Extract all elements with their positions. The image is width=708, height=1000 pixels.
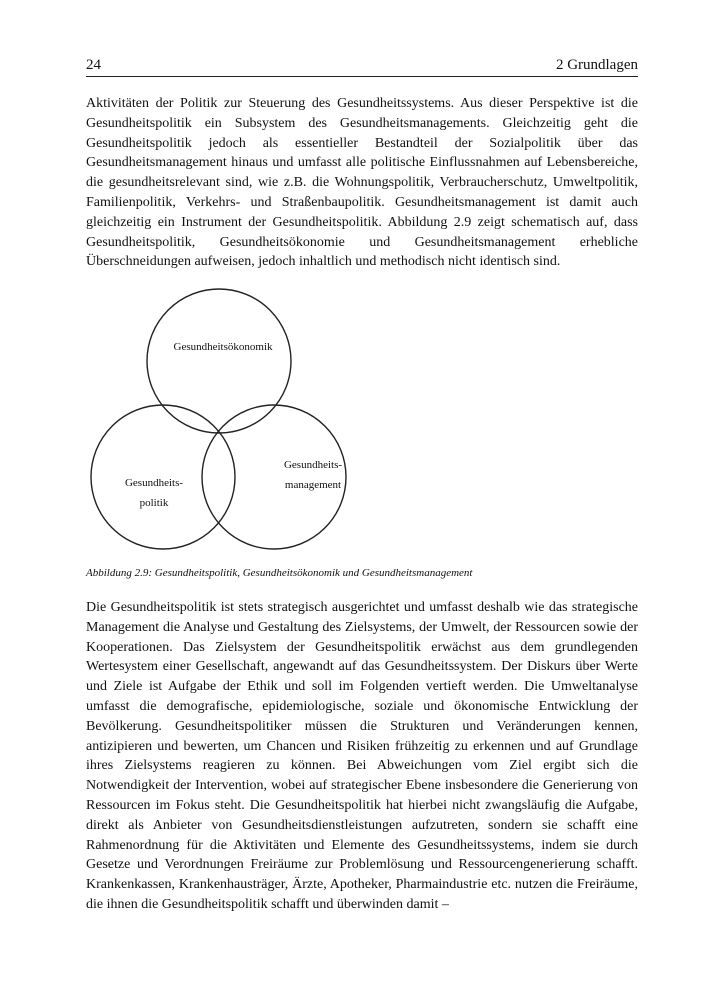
venn-circle-top [147, 289, 291, 433]
running-header [86, 56, 638, 74]
chapter-title: 2 Grundlagen [555, 57, 638, 73]
venn-label-gesundheitsmanagement-line1: Gesundheits- [283, 459, 343, 471]
page-number: 24 [86, 57, 101, 73]
body-paragraph-2: Die Gesundheitspolitik ist stets strategisch ausgerichtet und umfasst deshalb wie das strategische Management die Analyse und Gestaltung des Zielsystems, der Umwelt, der Ressourcen sowie der Kooperationen. Das Zielsystem der Gesundheitspolitik erwächst aus dem grundlegenden Wertesystem einer Gesellschaft, angewandt auf das Gesundheitssystem. Der Diskurs über Werte und Ziele ist Aufgabe der Ethik und soll im Folgenden vertieft werden. Die Umweltanalyse umfasst die demografische, epidemiologische, soziale und ökonomische Entwicklung der Bevölkerung. Gesundheitspolitiker müssen die Strukturen und Veränderungen kennen, antizipieren und bewerten, um Chancen und Risiken frühzeitig zu erkennen und auf Grundlage ihres Zielsystems reagieren zu können. Bei Abweichungen vom Ziel ergibt sich die Notwendigkeit der Intervention, wobei auf strategischer Ebene insbesondere die Generierung von Ressourcen im Fokus steht. Die Gesundheitspolitik hat hierbei nicht zwangsläufig die Aufgabe, direkt als Anbieter von Gesundheitsdienstleistungen aufzutreten, sondern sie schafft eine Rahmenordnung für die Aktivitäten und Elemente des Gesundheitssystems, indem sie durch Gesetze und Verordnungen Freiräume zur Problemlösung und Ressourcengenerierung schafft. Krankenkassen, Krankenhausträger, Ärzte, Apotheker, Pharmaindustrie etc. nutzen die Freiräume, die ihnen die Gesundheitspolitik schafft und überwinden damit – [86, 600, 638, 912]
venn-circle-right [202, 405, 346, 549]
venn-diagram [86, 282, 386, 562]
body-paragraph-1: Aktivitäten der Politik zur Steuerung des Gesundheitssystems. Aus dieser Perspektive ist die Gesundheitspolitik ein Subsystem des Gesundheitsmanagements. Gleichzeitig geht die Gesundheitspolitik jedoch als essentieller Bestandteil der Sozialpolitik über das Gesundheitsmanagement hinaus und umfasst alle politische Einflussnahmen auf Lebensbereiche, die gesundheitsrelevant sind, wie z.B. die Wohnungspolitik, Verbraucherschutz, Umweltpolitik, Familienpolitik, Verkehrs- und Straßenbaupolitik. Gesundheitsmanagement ist damit auch gleichzeitig ein Instrument der Gesundheitspolitik. Abbildung 2.9 zeigt schematisch auf, dass Gesundheitspolitik, Gesundheitsökonomie und Gesundheitsmanagement erhebliche Überschneidungen aufweisen, jedoch inhaltlich und methodisch nicht identisch sind. [86, 96, 638, 270]
venn-label-gesundheitsoekonomik: Gesundheitsökonomik [173, 341, 273, 353]
venn-label-gesundheitspolitik-line2: politik [139, 497, 169, 509]
figure-caption: Abbildung 2.9: Gesundheitspolitik, Gesundheitsökonomik und Gesundheitsmanagement [86, 567, 473, 579]
venn-label-gesundheitspolitik-line1: Gesundheits- [124, 477, 184, 489]
venn-label-gesundheitsmanagement-line2: management [284, 479, 342, 491]
header-rule [86, 76, 638, 77]
venn-diagram-svg [86, 282, 386, 562]
